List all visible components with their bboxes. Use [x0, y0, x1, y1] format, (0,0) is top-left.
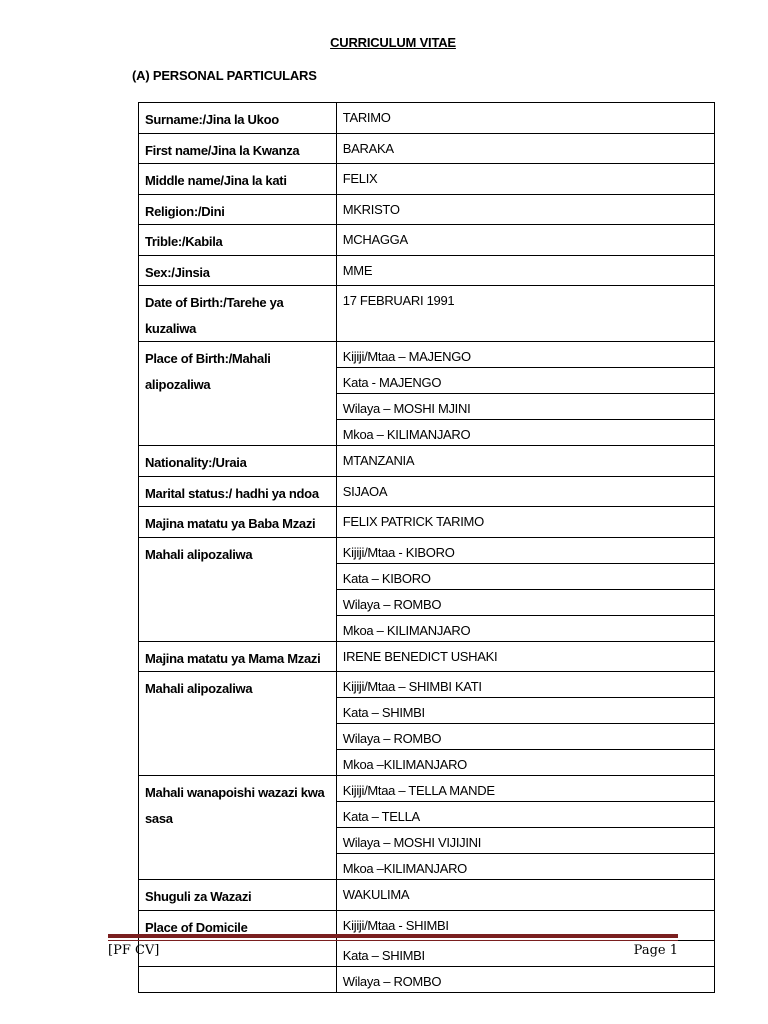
table-row: [139, 507, 715, 538]
field-value: Kijiji/Mtaa – SHIMBI KATI: [336, 672, 714, 698]
field-value: Kata - MAJENGO: [336, 368, 714, 394]
field-label: Trible:/Kabila: [139, 225, 337, 256]
field-label: [139, 967, 337, 993]
section-heading: (A) PERSONAL PARTICULARS: [132, 68, 317, 83]
table-row: [139, 672, 715, 698]
field-label: Mahali alipozaliwa: [139, 537, 337, 641]
table-row: [139, 880, 715, 911]
field-value: Wilaya – MOSHI MJINI: [336, 394, 714, 420]
table-row: [139, 537, 715, 563]
field-value: SIJAOA: [336, 476, 714, 507]
field-value: Mkoa – KILIMANJARO: [336, 420, 714, 446]
field-label: First name/Jina la Kwanza: [139, 133, 337, 164]
field-value: FELIX PATRICK TARIMO: [336, 507, 714, 538]
table-row: [139, 194, 715, 225]
table-row: [139, 133, 715, 164]
field-label: Surname:/Jina la Ukoo: [139, 103, 337, 134]
field-value: Kijiji/Mtaa – MAJENGO: [336, 342, 714, 368]
table-row: [139, 641, 715, 672]
field-label: Mahali wanapoishi wazazi kwa sasa: [139, 776, 337, 880]
field-value: Wilaya – ROMBO: [336, 589, 714, 615]
field-value: BARAKA: [336, 133, 714, 164]
page-number: Page 1: [633, 943, 678, 958]
field-label: Nationality:/Uraia: [139, 446, 337, 477]
table-row: [139, 286, 715, 342]
field-value: Kijiji/Mtaa – TELLA MANDE: [336, 776, 714, 802]
field-label: Shuguli za Wazazi: [139, 880, 337, 911]
table-row: [139, 967, 715, 993]
field-label: Majina matatu ya Mama Mzazi: [139, 641, 337, 672]
field-value: Mkoa –KILIMANJARO: [336, 854, 714, 880]
field-value: Kata – SHIMBI: [336, 941, 714, 967]
field-value: Mkoa –KILIMANJARO: [336, 750, 714, 776]
field-value: Wilaya – ROMBO: [336, 967, 714, 993]
footer-rule-thin: [108, 940, 678, 941]
table-row: [139, 103, 715, 134]
document-title: CURRICULUM VITAE: [330, 35, 456, 50]
field-label: Sex:/Jinsia: [139, 255, 337, 286]
field-value: Kijiji/Mtaa - KIBORO: [336, 537, 714, 563]
table-row: [139, 446, 715, 477]
table-row: [139, 941, 715, 967]
field-value: MTANZANIA: [336, 446, 714, 477]
field-value: FELIX: [336, 164, 714, 195]
table-row: [139, 776, 715, 802]
field-label: [139, 941, 337, 967]
field-label: Place of Domicile: [139, 910, 337, 941]
field-value: IRENE BENEDICT USHAKI: [336, 641, 714, 672]
field-label: Religion:/Dini: [139, 194, 337, 225]
field-value: 17 FEBRUARI 1991: [336, 286, 714, 342]
field-value: MCHAGGA: [336, 225, 714, 256]
field-label: Marital status:/ hadhi ya ndoa: [139, 476, 337, 507]
field-value: Kata – KIBORO: [336, 563, 714, 589]
table-row: [139, 342, 715, 368]
field-value: TARIMO: [336, 103, 714, 134]
field-value: Kata – TELLA: [336, 802, 714, 828]
footer-rule: [108, 934, 678, 938]
table-row: [139, 476, 715, 507]
field-value: Kijiji/Mtaa - SHIMBI: [336, 910, 714, 941]
field-value: Mkoa – KILIMANJARO: [336, 615, 714, 641]
field-value: MME: [336, 255, 714, 286]
table-row: [139, 225, 715, 256]
field-label: Place of Birth:/Mahali alipozaliwa: [139, 342, 337, 446]
table-row: [139, 164, 715, 195]
field-value: Kata – SHIMBI: [336, 698, 714, 724]
field-value: WAKULIMA: [336, 880, 714, 911]
field-value: Wilaya – ROMBO: [336, 724, 714, 750]
personal-particulars-table: [138, 102, 715, 993]
field-label: Date of Birth:/Tarehe ya kuzaliwa: [139, 286, 337, 342]
footer-label: [PF CV]: [108, 943, 160, 958]
field-label: Mahali alipozaliwa: [139, 672, 337, 776]
field-label: Middle name/Jina la kati: [139, 164, 337, 195]
field-label: Majina matatu ya Baba Mzazi: [139, 507, 337, 538]
field-value: MKRISTO: [336, 194, 714, 225]
field-value: Wilaya – MOSHI VIJIJINI: [336, 828, 714, 854]
table-row: [139, 255, 715, 286]
